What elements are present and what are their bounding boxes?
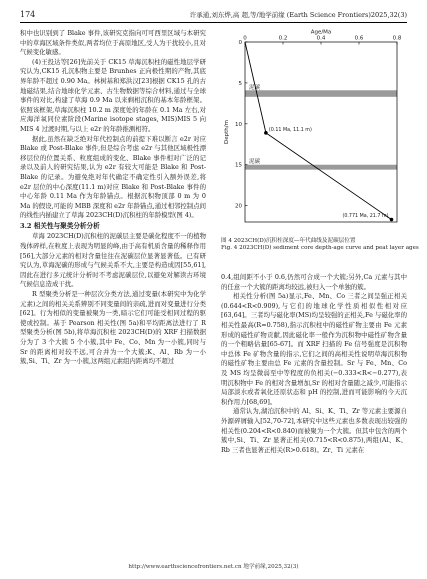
page-footer: http://www.earthsciencefrontiers.net.cn 地学前缘,2025,32(3) xyxy=(128,564,299,570)
section-title: 3.2 相关性与聚类分析分析 xyxy=(20,221,100,230)
peat-band xyxy=(245,165,397,170)
x-tick-label: 0.4 xyxy=(316,35,326,42)
y-axis-label: Depth/m xyxy=(224,120,230,144)
paragraph: 相关性分析(图 5a)显示,Fe、Mn、Co 三者之间呈强正相关(0.644<R<0.909),与它们的地球化学性质相似性相对应[63,64]。三者均与磁化率(MS)均呈较强的正相关,Fe 与磁化率的相关性最高(R=0.758),指示沉积柱中的磁性矿物主要由 Fe 元素形成的磁性矿物贡献,因此磁化率一般作为沉积物中磁性矿物含量的一个粗略估量[65-67]。而 XRF 扫描的 Fe 信号强度是沉积物中总体 Fe 矿物含量的指示,它们之间的高相关性说明草海沉积物的磁性矿物主要由总 Fe 元素的含量控制。Sr 与 Fe、Mn、Co 及 MS 均呈微弱至中等程度的负相关(−0.333<R<−0.277),表明沉积物中 Fe 的相对含量增加,Sr 的相对含量随之减少,可能指示局部淡水或者氧化还原状态和 pH 的控制,进而可能影响的今天沉积作用力[68,69]。 xyxy=(221,292,407,406)
x-tick-label: 0.2 xyxy=(278,35,288,42)
journal-info: 许承通,刘东烨,高 超,等/地学前缘 (Earth Science Frontiers)2025,32(3) xyxy=(189,11,407,19)
x-tick-label: 0.6 xyxy=(354,35,364,42)
peat-label: 泥碳 xyxy=(249,159,261,166)
figure-caption xyxy=(221,238,419,253)
control-point-label: (0.771 Ma, 21.7 m) xyxy=(342,214,389,220)
depth-age-chart xyxy=(221,28,407,236)
caption-en: Fig. 4 2023CH(D) sediment core depth-age curve and peat layer ages xyxy=(221,245,419,252)
depth-age-line xyxy=(245,42,391,220)
right-column xyxy=(221,273,407,556)
y-tick-label: 5 xyxy=(238,80,242,87)
control-point xyxy=(390,218,394,222)
caption-cn: 图 4 2023CH(D)沉积柱深度—年代曲线及泥碳层位置 xyxy=(221,238,356,244)
y-tick-label: 15 xyxy=(235,162,242,169)
page-header xyxy=(0,0,427,30)
paragraph: 通常认为,湖泊沉积中的 Al、Si、K、Ti、Zr 等元素主要源自外源碎屑输入[52,70-72],本研究中这些元素也多数表现出较强的相关性(0.204<R<0.840)而被聚为一个大簇。但其中包含的两个簇中,Si、Ti、Zr 显著正相关(0.715<R<0.875),两组(Al、K、Rb 三者也显著正相关(R>0.618)。Zr、Ti 元素在 xyxy=(221,407,407,454)
x-tick-label: 0 xyxy=(243,35,247,42)
paragraph: 草海 2023CH(D)沉积柱的泥碳层主要是碳化程度不一的植物残体碎样,在粒度上表现为明显的峰,由于高有机质含量的稀释作用[56],大部分元素的相对含量往往在泥碳层位显著显著低。已有研究认为,草海泥碳的形成与气候关系不大,主要是构造成因[55,61],因此在进行多元统计分析时不考虑泥碳层位,以避免对解读古环境气候信息造成干扰。 xyxy=(20,232,206,289)
y-tick-label: 0 xyxy=(238,40,242,46)
header-rule xyxy=(20,22,407,23)
paragraph: 积中也识别到了 Blake 事件,该研究克指向可可西里区域与本研究中的草海区域条件类似,两者均位于高原地区,受人为干扰较小,且对气候变化敏感。 xyxy=(20,29,206,57)
y-tick-label: 20 xyxy=(235,203,242,210)
y-tick-label: 10 xyxy=(235,121,242,128)
figure-4 xyxy=(221,28,419,256)
paragraph: 据此,虽然在缺乏绝对年代控制点的前提下难以断言 e2r 对应 Blake 或 Post-Blake 事件,但是综合考虑 e2r 与其他区域极性漂移层位的位置关系、粒度组成的变化、Blake 事件相对广泛的记录以及前人的研究结果,认为 e2r 有较大可能是 Blake 和 Post-Blake 的记录。为避免绝对年代确定不确定性引入额外误差,将 e2r 层位的中心深度(11.1 m)对应 Blake 和 Post-Blake 事件的中心年龄 0.11 Ma 作为年龄锚点。根据沉积物顶部 0 m 为 0 Ma 的假设,可能的 MBB 深度和 e2r 年龄锚点,通过相邻控制点间的线性内插建立了草海 2023CH(D)沉积柱的年龄模型(图 4)。 xyxy=(20,134,206,220)
page-number: 174 xyxy=(20,10,36,19)
plot-frame xyxy=(245,42,397,222)
control-point-label: (0.11 Ma, 11.1 m) xyxy=(268,127,312,133)
paragraph: R 型聚类分析是一种层次分类方法,通过变量(本研究中为化学元素)之间的相关关系辨别不同变量间的亲疏,进而对变量进行分类[62]。行为相似的变量被聚为一类,暗示它们可能受相同过程的驱使或控制。基于 Pearson 相关性(图 5a)和平均距离法进行了 R 型聚类分析(图 5b),将草海沉积柱 2023CH(D)的 XRF 扫描数据分为了 3 个大簇 5 个小簇,其中 Fe、Co、Mn 为一小簇,同时与 Sr 的距离相对较不远,可合并为一个大簇;K、Al、Rb 为一小簇,Si、Ti、Zr 为一小簇,这两组元素组内距离均不超过 xyxy=(20,290,206,366)
paragraph: (4)王投达等[26]先前关于 CK15 草海沉积柱的磁性地层学研究认为,CK15 孔沉积物主要是 Brunhes 正向极性期的产物,其底界年龄不超过 0.90 Ma。林树基和郑洪汉[23]根据 CK15 孔的古地磁结果,结合地球化学元素、古生物数据等综合材料,通过与全球事件的对比,构建了草海 0.9 Ma 以来剩相沉积的基本年龄框架。依照该框架,草海沉积柱 10.2 m 深度处的年龄在 0.1 Ma 左右,对应海洋氧同位素阶段(Marine isotope stages, MIS)MIS 5 向 MIS 4 过渡时期,与以上 e2r 的年龄推测相符。 xyxy=(20,57,206,133)
paragraph: 0.4,组间距不小于 0.6,仍然可合成一个大簇;另外,Ca 元素与其中的任意一个大簇的距离均较远,被归入一个单独的簇。 xyxy=(221,273,407,291)
peat-label: 泥碳 xyxy=(249,84,261,91)
x-axis-label: Age/Ma xyxy=(310,29,332,36)
control-point xyxy=(264,131,268,135)
left-column xyxy=(20,29,206,554)
x-tick-label: 0.8 xyxy=(392,35,402,42)
peat-band xyxy=(245,90,397,97)
